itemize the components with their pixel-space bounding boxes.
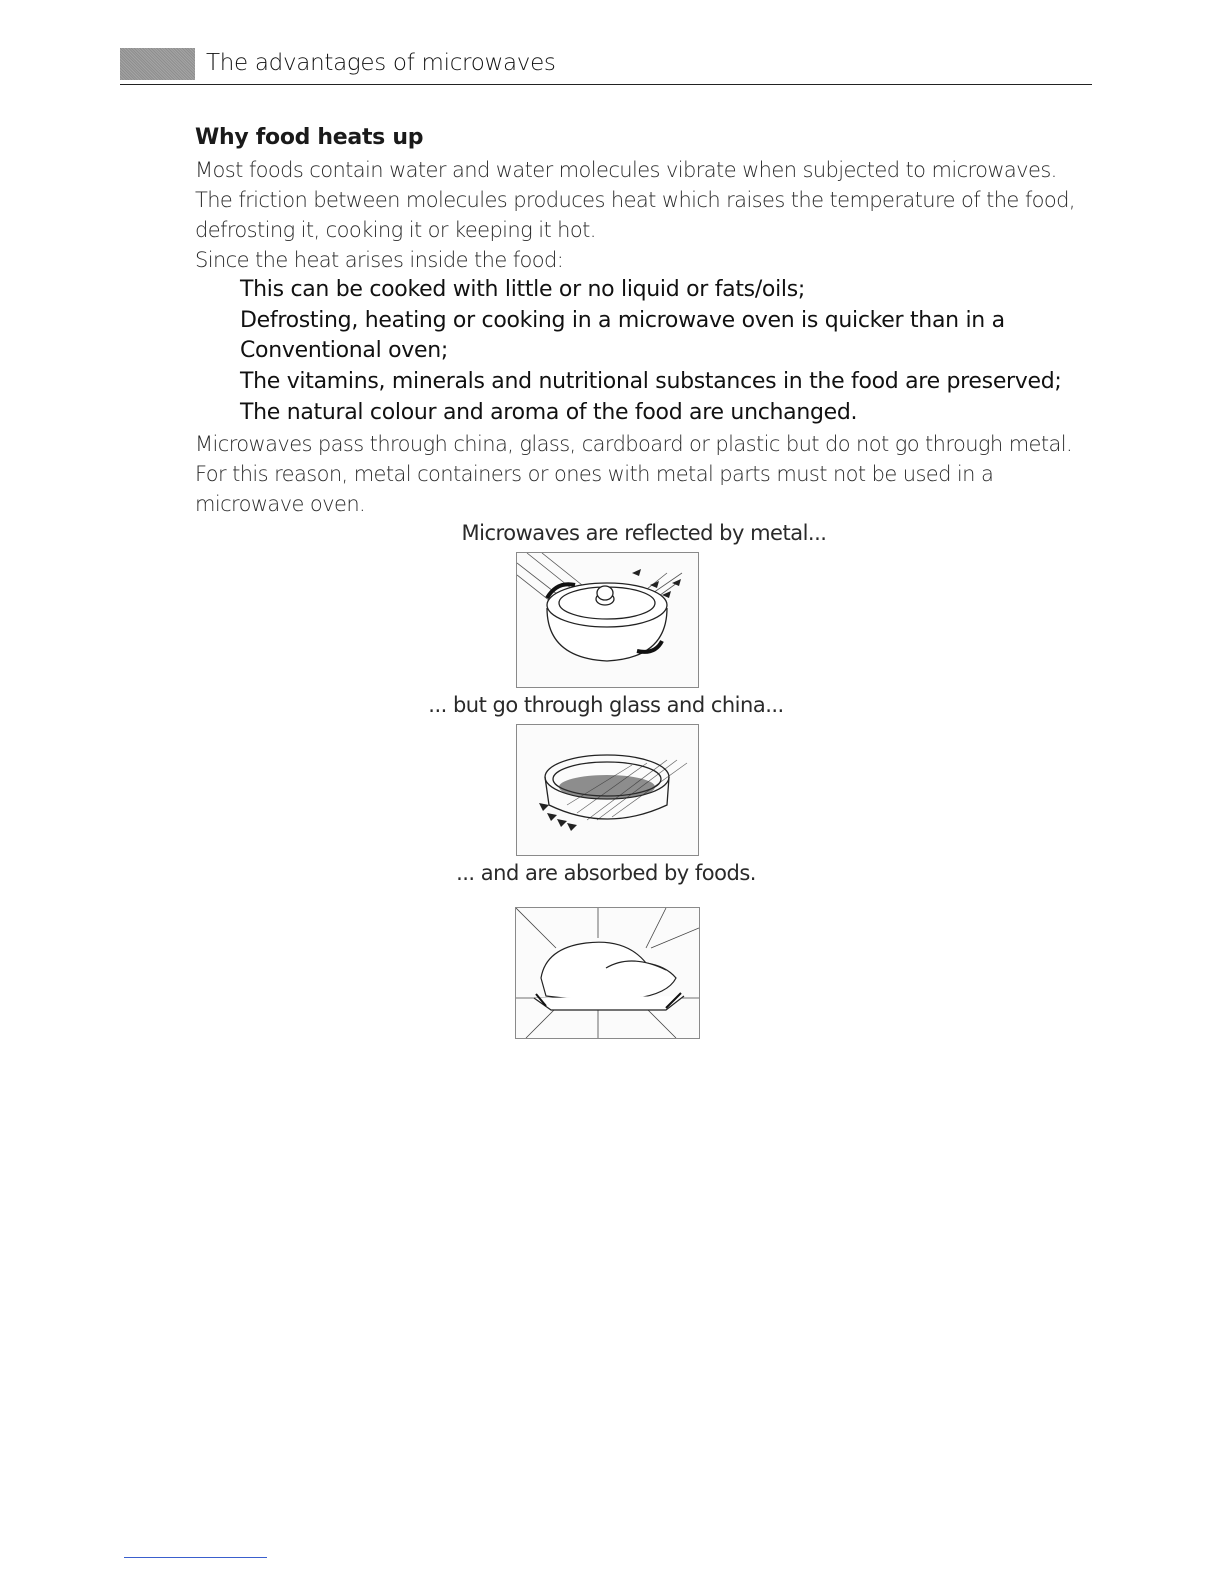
list-item: Conventional oven; bbox=[240, 338, 448, 364]
metal-pot-illustration bbox=[516, 552, 699, 688]
metal-pot-drawing bbox=[517, 553, 698, 687]
list-item: The natural colour and aroma of the food are unchanged. bbox=[240, 399, 858, 425]
intro-line: The friction between molecules produces heat which raises the temperature of the food, bbox=[195, 188, 1075, 212]
footer-rule bbox=[124, 1557, 267, 1558]
intro-line: Since the heat arises inside the food: bbox=[195, 248, 564, 272]
roast-drawing bbox=[516, 908, 699, 1038]
section-heading: Why food heats up bbox=[195, 125, 424, 150]
figure-caption-glass: ... but go through glass and china... bbox=[428, 693, 784, 717]
glass-dish-drawing bbox=[517, 725, 698, 855]
intro-line: defrosting it, cooking it or keeping it hot. bbox=[195, 218, 596, 242]
figure-caption-food: ... and are absorbed by foods. bbox=[456, 861, 756, 885]
intro-line: Most foods contain water and water molecules vibrate when subjected to microwaves. bbox=[195, 158, 1057, 182]
list-item: Defrosting, heating or cooking in a microwave oven is quicker than in a bbox=[240, 307, 1005, 333]
page-title: The advantages of microwaves bbox=[206, 50, 556, 76]
food-illustration bbox=[515, 907, 700, 1039]
main-content bbox=[195, 123, 1095, 519]
outro-line: Microwaves pass through china, glass, cardboard or plastic but do not go through metal. bbox=[195, 431, 1073, 456]
page-header bbox=[120, 46, 1092, 85]
glass-dish-illustration bbox=[516, 724, 699, 856]
outro-line: For this reason, metal containers or ones with metal parts must not be used in a bbox=[195, 461, 994, 486]
list-item: This can be cooked with little or no liquid or fats/oils; bbox=[240, 277, 805, 302]
list-item: The vitamins, minerals and nutritional substances in the food are preserved; bbox=[240, 369, 1062, 395]
outro-line: microwave oven. bbox=[195, 491, 366, 516]
header-shade-block bbox=[120, 48, 195, 80]
figure-caption-metal: Microwaves are reflected by metal... bbox=[461, 521, 827, 545]
